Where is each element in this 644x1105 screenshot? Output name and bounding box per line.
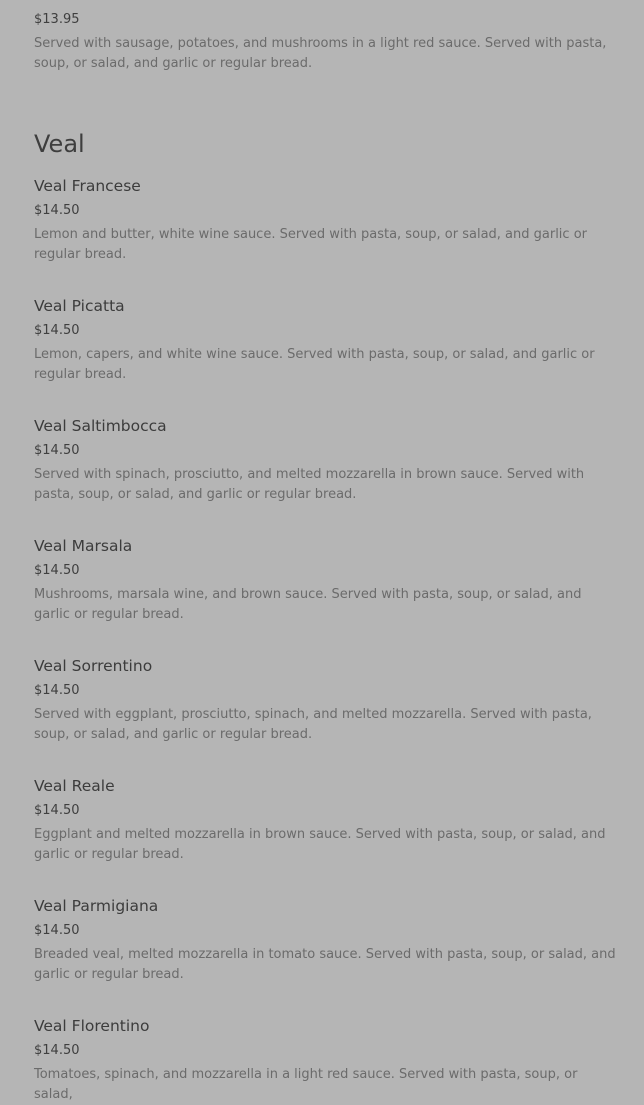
item-description: Served with sausage, potatoes, and mushrooms in a light red sauce. Served with pasta, soup, or salad, and garlic or regular bread. <box>34 36 607 71</box>
menu-item-veal-saltimbocca[interactable] <box>34 416 620 505</box>
item-price: $14.50 <box>34 803 80 818</box>
item-price: $14.50 <box>34 1043 80 1058</box>
menu-item-veal-florentino[interactable] <box>34 1016 620 1105</box>
item-description: Served with spinach, prosciutto, and melted mozzarella in brown sauce. Served with pasta, soup, or salad, and garlic or regular bread. <box>34 467 585 502</box>
menu-item-veal-picatta[interactable] <box>34 296 620 385</box>
item-name: Veal Florentino <box>34 1017 150 1035</box>
item-price: $14.50 <box>34 203 80 218</box>
item-price: $13.95 <box>34 12 80 27</box>
item-price: $14.50 <box>34 323 80 338</box>
item-name: Veal Sorrentino <box>34 657 153 675</box>
item-name: Veal Francese <box>34 177 141 195</box>
section-title: Veal <box>34 130 85 158</box>
item-description: Lemon, capers, and white wine sauce. Served with pasta, soup, or salad, and garlic or regular bread. <box>34 347 595 382</box>
menu-item-veal-francese[interactable] <box>34 176 620 265</box>
menu-item-veal-marsala[interactable] <box>34 536 620 625</box>
item-description: Served with eggplant, prosciutto, spinach, and melted mozzarella. Served with pasta, soup, or salad, and garlic or regular bread. <box>34 707 592 742</box>
item-description: Lemon and butter, white wine sauce. Served with pasta, soup, or salad, and garlic or regular bread. <box>34 227 588 262</box>
menu-item-veal-sorrentino[interactable] <box>34 656 620 745</box>
item-description: Tomatoes, spinach, and mozzarella in a light red sauce. Served with pasta, soup, or salad, <box>34 1067 578 1102</box>
item-name: Veal Marsala <box>34 537 133 555</box>
item-price: $14.50 <box>34 923 80 938</box>
item-name: Veal Parmigiana <box>34 897 159 915</box>
item-description: Mushrooms, marsala wine, and brown sauce. Served with pasta, soup, or salad, and garlic or regular bread. <box>34 587 582 622</box>
item-name: Veal Reale <box>34 777 115 795</box>
item-name: Veal Picatta <box>34 297 125 315</box>
item-description: Eggplant and melted mozzarella in brown sauce. Served with pasta, soup, or salad, and garlic or regular bread. <box>34 827 606 862</box>
menu-item-previous <box>34 10 620 74</box>
item-price: $14.50 <box>34 563 80 578</box>
item-price: $14.50 <box>34 683 80 698</box>
item-name: Veal Saltimbocca <box>34 417 167 435</box>
menu-item-veal-reale[interactable] <box>34 776 620 865</box>
menu-item-veal-parmigiana[interactable] <box>34 896 620 985</box>
item-price: $14.50 <box>34 443 80 458</box>
item-description: Breaded veal, melted mozzarella in tomato sauce. Served with pasta, soup, or salad, and garlic or regular bread. <box>34 947 616 982</box>
